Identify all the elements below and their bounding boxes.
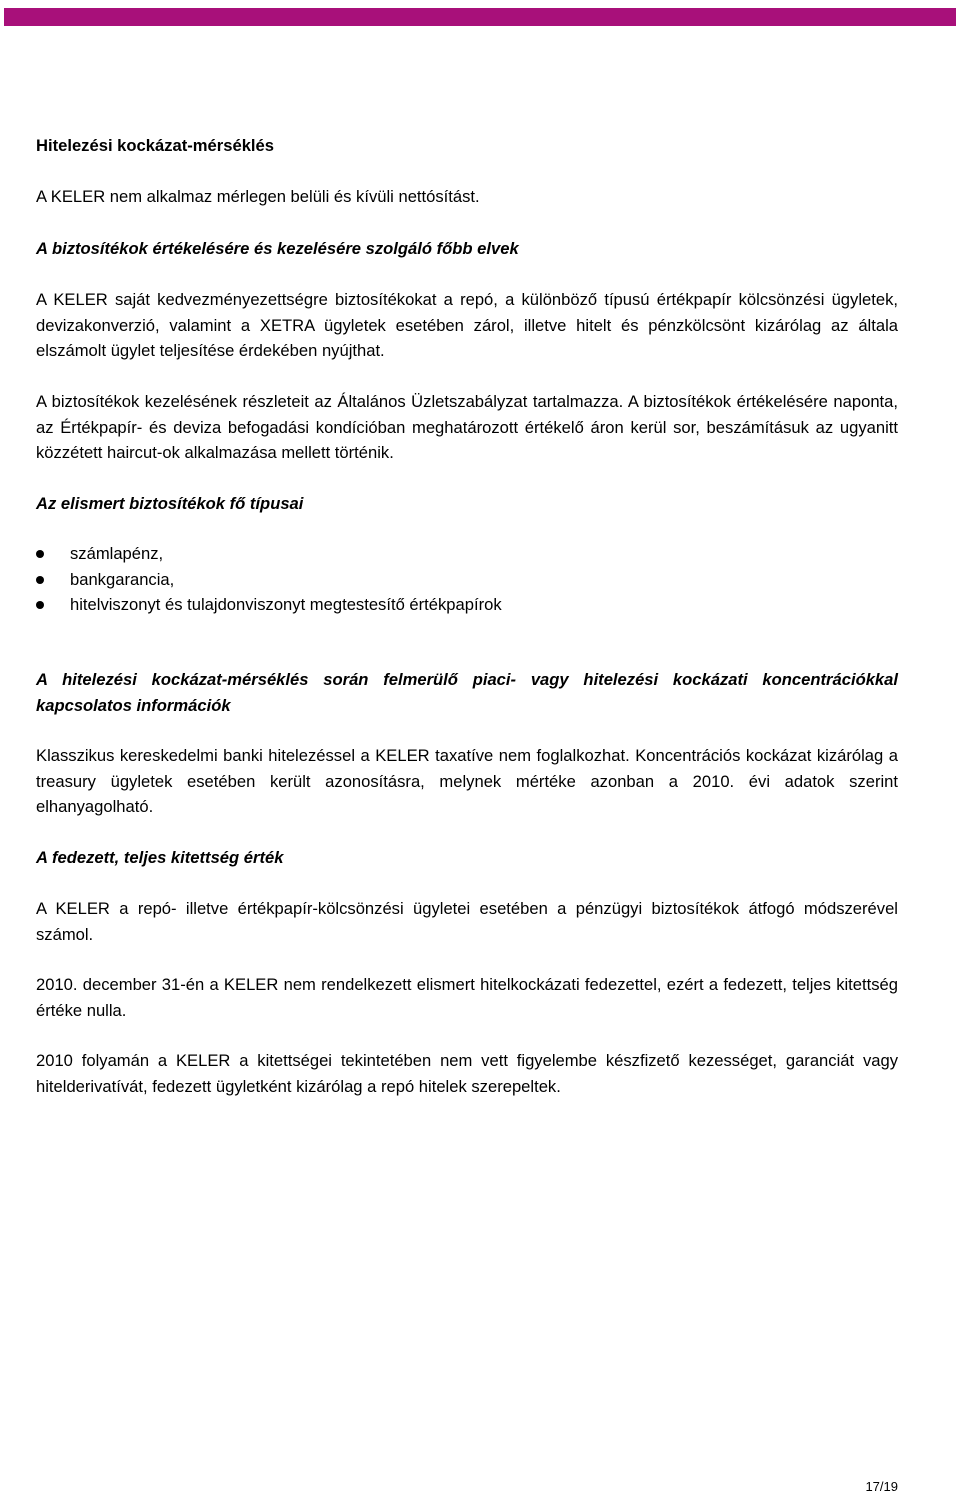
- list-item-text: számlapénz,: [70, 544, 164, 563]
- intro-paragraph: A KELER nem alkalmaz mérlegen belüli és kívüli nettósítást.: [36, 187, 480, 206]
- types-heading: Az elismert biztosítékok fő típusai: [36, 494, 304, 513]
- list-item: [36, 567, 898, 593]
- header-color-bar: [4, 8, 956, 26]
- list-item-text: bankgarancia,: [70, 569, 175, 589]
- exposure-heading: A fedezett, teljes kitettség érték: [36, 848, 284, 867]
- bullet-icon: [36, 576, 44, 584]
- exposure-paragraph-2: 2010. december 31-én a KELER nem rendelkezett elismert hitelkockázati fedezettel, ezért a fedezett, teljes kitettség értéke nulla.: [36, 975, 898, 1020]
- list-item: [36, 592, 898, 618]
- bullet-icon: [36, 550, 44, 558]
- exposure-paragraph-3: 2010 folyamán a KELER a kitettségei tekintetében nem vett figyelembe készfizető kezességet, garanciát vagy hitelderivatívát, fedezett ügyletként kizárólag a repó hitelek szerepeltek.: [36, 1051, 898, 1096]
- principles-heading: A biztosítékok értékelésére és kezelésére szolgáló főbb elvek: [36, 239, 519, 258]
- principles-paragraph-2: A biztosítékok kezelésének részleteit az Általános Üzletszabályzat tartalmazza. A biztosítékok értékelésére naponta, az Értékpapír- és deviza befogadási kondícióban meghatározott értékelő áron kerül sor, beszámításuk az ugyanitt közzétett haircut-ok alkalmazása mellett történik.: [36, 392, 898, 462]
- concentration-heading: A hitelezési kockázat-mérséklés során felmerülő piaci- vagy hitelezési kockázati koncentrációkkal kapcsolatos információk: [36, 670, 898, 715]
- list-item-text: hitelviszonyt és tulajdonviszonyt megtestesítő értékpapírok: [70, 595, 502, 614]
- types-list: [36, 541, 898, 618]
- bullet-icon: [36, 601, 44, 609]
- principles-paragraph-1: A KELER saját kedvezményezettségre biztosítékokat a repó, a különböző típusú értékpapír kölcsönzési ügyletek, devizakonverzió, valamint a XETRA ügyletek esetében zárol, illetve hitelt és pénzkölcsönt kizárólag az általa elszámolt ügylet teljesítése érdekében nyújthat.: [36, 290, 898, 360]
- section-title: Hitelezési kockázat-mérséklés: [36, 136, 274, 155]
- page-number: 17/19: [865, 1479, 898, 1494]
- list-item: [36, 541, 898, 567]
- concentration-paragraph: Klasszikus kereskedelmi banki hitelezéssel a KELER taxatíve nem foglalkozhat. Koncentrációs kockázat kizárólag a treasury ügyletek esetében került azonosításra, melynek mértéke azonban a 2010. évi adatok szerint elhanyagolható.: [36, 746, 898, 816]
- exposure-paragraph-1: A KELER a repó- illetve értékpapír-kölcsönzési ügyletei esetében a pénzügyi biztosítékok átfogó módszerével számol.: [36, 899, 898, 944]
